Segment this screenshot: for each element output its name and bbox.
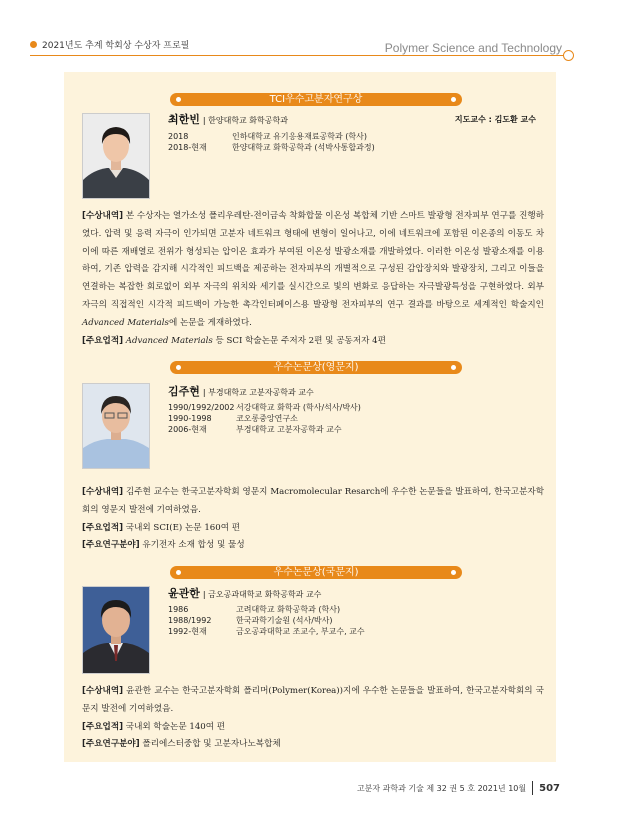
para-text: 본 수상자는 열가소성 폴리우레탄-전이금속 착화합물 이온성 복합체 기반 스마트 발광형 전자피부 연구를 진행하였다. 압력 및 응력 자극이 인가되면 고분자 네트워크 형태에 변형이 일어나고, 이에 네트워크에 포함된 이온종의 이동도 차이에 따른 재배열로 전위가 형성되는 압이온 효과가 부여된 이온성 발광소재를 개발하였다. 이러한 이온성 발광소재를 이용하여, 기존 압력을 감지해 시각적인 피드백을 제공하는 전자피부의 개별적으로 구성된 감압장치와 발광장치, 그리고 이들을 연결하는 복잡한 회로없이 외부 자극의 위치와 세기를 실시간으로 빛의 변화로 응답하는 자극발광특성을 구현하였다. 외부 자극의 직접적인 시각적 피드백이 가능한 촉각인터페이스용 발광형 전자피부의 연구 결과를 바탕으로 세계적인 학술지인 [82,211,544,310]
para-text: 김주현 교수는 한국고분자학회 영문지 Macromolecular Resarch에 우수한 논문들을 발표하여, 한국고분자학회의 영문지 발전에 기여하였음. [82,487,544,515]
edu-year: 1986 [168,605,189,614]
edu-year: 1992-현재 [168,627,207,636]
para-tail: 등 SCI 학술논문 주저자 2편 및 공동저자 4편 [212,335,386,346]
photo-winner-2 [82,383,150,469]
banner-dot-icon [176,97,181,102]
paragraph-research-field [82,736,544,754]
education-list-1 [168,131,375,153]
paragraph-award-details [82,683,544,719]
edu-desc: 부경대학교 고분자공학과 교수 [236,425,342,434]
journal-name: Polymer Science and Technology [384,41,562,55]
header-circle-icon [563,50,574,61]
paragraph-achievements [82,333,544,351]
header-section-title [30,38,189,51]
education-row [168,142,375,153]
para-label: [주요업적] [82,721,124,732]
footer-divider [532,781,533,795]
award-banner-3 [170,566,462,579]
edu-year: 1988/1992 [168,616,212,625]
edu-desc: 금오공과대학교 조교수, 부교수, 교수 [236,627,365,636]
paragraph-research-field [82,537,544,555]
award-banner-2 [170,361,462,374]
edu-desc: 한양대학교 화학공학과 (석박사통합과정) [232,143,375,152]
edu-desc: 코오롱중앙연구소 [236,414,298,423]
para-label: [수상내역] [82,686,124,696]
para-text: 국내외 학술논문 140여 편 [123,721,226,732]
affiliation-text: | 금오공과대학교 화학공학과 교수 [202,590,322,599]
name-text: 윤관한 [168,587,200,600]
name-text: 최한빈 [168,113,200,126]
description-2 [82,484,544,555]
education-row [168,626,365,637]
header-left-text: 2021년도 추계 학회상 수상자 프로필 [42,41,190,51]
page-footer [357,781,560,795]
winner-name-3 [168,585,321,601]
para-label: [주요연구분야] [82,540,140,551]
edu-desc: 인하대학교 유기응용재료공학과 (학사) [232,132,367,141]
banner-dot-icon [451,97,456,102]
edu-desc: 서강대학교 화학과 (학사/석사/박사) [236,403,361,412]
portrait-image [83,114,149,198]
education-row [168,604,365,615]
para-label: [수상내역] [82,487,124,497]
education-row [168,402,361,413]
affiliation-text: | 부경대학교 고분자공학과 교수 [202,388,314,397]
description-1 [82,208,544,350]
banner-dot-icon [176,365,181,370]
journal-italic: Advanced Materials [82,317,169,328]
para-tail: 에 논문을 게재하였다. [168,317,252,328]
para-label: [주요업적] [82,335,124,346]
education-row [168,615,365,626]
header-rule [30,55,570,56]
portrait-image [83,587,149,673]
footer-journal-info: 고분자 과학과 기술 제 32 권 5 호 2021년 10월 [356,783,527,793]
edu-year: 2018-현재 [168,143,207,152]
photo-winner-1 [82,113,150,199]
paragraph-award-details [82,484,544,520]
education-list-3 [168,604,365,637]
edu-year: 1990/1992/2002 [168,403,235,412]
paragraph-achievements [82,719,544,737]
award-title: 우수논문상(영문지) [273,362,359,373]
para-text: 폴리에스터중합 및 고분자나노복합체 [139,739,281,750]
para-label: [주요업적] [82,522,124,533]
winner-name-1 [168,111,288,127]
award-banner-1 [170,93,462,106]
edu-year: 1990-1998 [168,414,212,423]
winner-name-2 [168,383,314,399]
paragraph-achievements [82,520,544,538]
banner-dot-icon [176,570,181,575]
banner-dot-icon [451,570,456,575]
bullet-dot-icon [30,41,37,48]
education-list-2 [168,402,361,435]
award-title: TCI우수고분자연구상 [269,94,363,105]
award-title: 우수논문상(국문지) [273,567,359,578]
journal-italic: Advanced Materials [125,335,213,346]
paragraph-award-details [82,208,544,333]
banner-dot-icon [451,365,456,370]
para-text: 국내외 SCI(E) 논문 160여 편 [123,522,241,533]
description-3 [82,683,544,754]
portrait-image [83,384,149,468]
edu-desc: 한국과학기술원 (석사/박사) [236,616,333,625]
para-text: 유기전자 소재 합성 및 물성 [139,540,245,551]
edu-year: 2006-현재 [168,425,207,434]
para-text: 윤관한 교수는 한국고분자학회 폴리머(Polymer(Korea))지에 우수한 논문들을 발표하여, 한국고분자학회의 국문지 발전에 기여하였음. [82,686,544,714]
para-label: [주요연구분야] [82,739,140,750]
name-text: 김주현 [168,385,200,398]
education-row [168,424,361,435]
advisor-label: 지도교수 : 김도환 교수 [454,115,536,124]
photo-winner-3 [82,586,150,674]
affiliation-text: | 한양대학교 화학공학과 [202,116,288,125]
edu-year: 2018 [168,132,189,141]
page-number: 507 [539,782,560,794]
para-label: [수상내역] [82,211,124,221]
education-row [168,131,375,142]
edu-desc: 고려대학교 화학공학과 (학사) [236,605,341,614]
education-row [168,413,361,424]
